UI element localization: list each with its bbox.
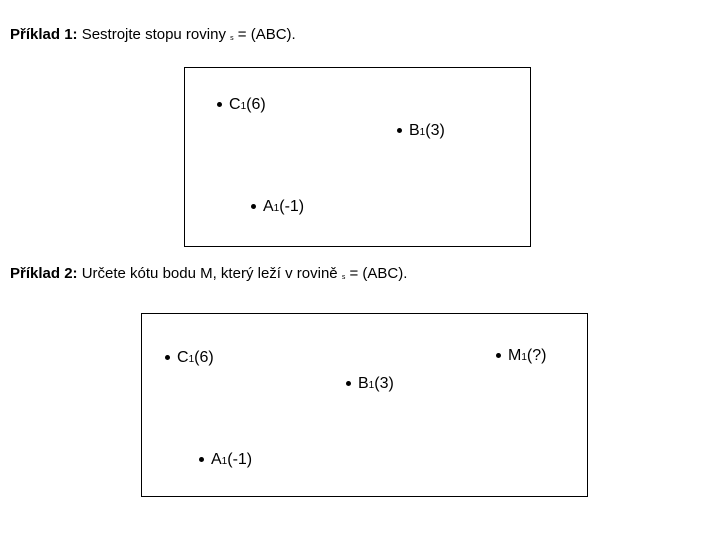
- example1-sigma: s: [230, 35, 234, 42]
- example2-label: Příklad 2:: [10, 265, 78, 282]
- point-value: (3): [374, 375, 394, 392]
- point-marker: [346, 381, 351, 386]
- point-b1: [346, 375, 394, 395]
- point-c1: [217, 96, 266, 116]
- point-letter: B: [358, 375, 369, 392]
- point-sub: 1: [221, 456, 228, 467]
- point-sub: 1: [521, 352, 527, 363]
- point-marker: [251, 204, 256, 209]
- point-sub: 1: [419, 127, 426, 138]
- point-b1: [397, 122, 445, 142]
- point-sub: 1: [240, 101, 247, 112]
- point-letter: C: [229, 96, 241, 113]
- point-letter: M: [508, 347, 522, 364]
- example1-heading: [10, 26, 296, 48]
- point-value: (?): [526, 347, 547, 364]
- point-marker: [397, 128, 402, 133]
- point-sub: 1: [273, 203, 280, 214]
- point-value: (-1): [279, 198, 305, 215]
- point-value: (3): [425, 122, 445, 139]
- point-marker: [199, 457, 204, 462]
- point-m1: [496, 347, 546, 367]
- point-marker: [217, 102, 222, 107]
- point-value: (-1): [227, 451, 253, 468]
- example1-text: Sestrojte stopu roviny: [81, 26, 226, 43]
- point-sub: 1: [368, 380, 375, 391]
- example2-heading: [10, 265, 407, 287]
- point-value: (6): [194, 349, 214, 366]
- point-a1: [251, 198, 304, 218]
- example2-figure: [141, 313, 588, 497]
- point-a1: [199, 451, 252, 471]
- point-sub: 1: [188, 354, 195, 365]
- point-marker: [496, 353, 501, 358]
- example2-text: Určete kótu bodu M, který leží v rovině: [81, 265, 338, 282]
- example1-label: Příklad 1:: [10, 26, 78, 43]
- point-c1: [165, 349, 214, 369]
- point-letter: B: [409, 122, 420, 139]
- example1-text-end: = (ABC).: [237, 26, 296, 43]
- point-marker: [165, 355, 170, 360]
- example2-sigma: s: [341, 274, 346, 281]
- example2-text-end: = (ABC).: [349, 265, 408, 282]
- example1-figure: [184, 67, 531, 247]
- point-letter: C: [177, 349, 189, 366]
- point-letter: A: [263, 198, 274, 215]
- point-value: (6): [246, 96, 266, 113]
- point-letter: A: [211, 451, 222, 468]
